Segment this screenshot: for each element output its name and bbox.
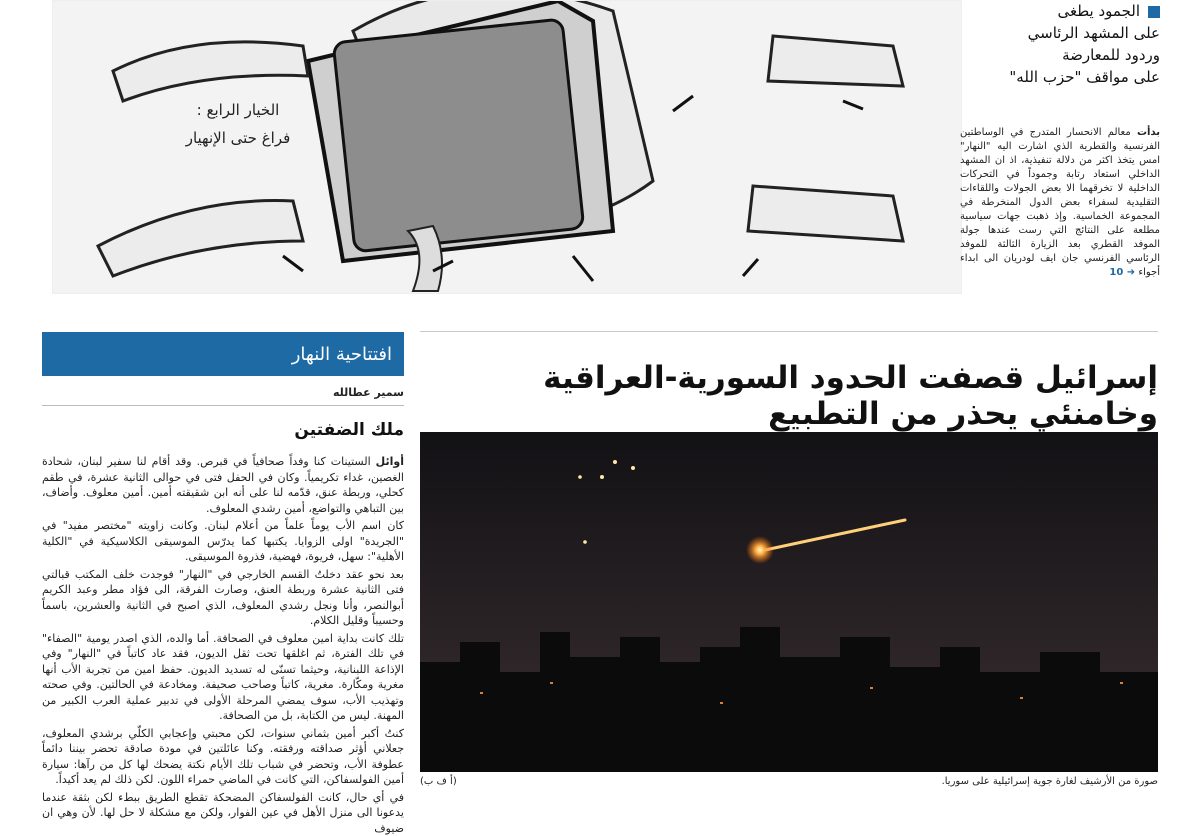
page-reference-number: 10	[1109, 267, 1123, 278]
teaser-line-2: على المشهد الرئاسي	[960, 22, 1160, 44]
square-bullet-icon	[1148, 6, 1160, 18]
editorial-banner-label: افتتاحية النهار	[292, 344, 392, 365]
cartoon-caption-line1: الخيار الرابع :	[163, 96, 313, 124]
editorial-banner[interactable]	[42, 332, 404, 376]
teaser-block[interactable]	[960, 0, 1160, 88]
editorial-column	[42, 332, 404, 800]
photo-credit: (أ ف ب)	[420, 776, 457, 787]
teaser-line-3: وردود للمعارضة	[960, 44, 1160, 66]
lead-text: معالم الانحسار المتدرج في الوساطتين الفرنسية والقطرية الذي اشارت اليه "النهار" امس يتخذ اكثر من دلالة تنفيذية، اذ ان المشهد الداخلي استعاد رتابة وجموداً في التحركات الداخلية لا تخرقهما الا بعض الجولات واللقاءات التقليدية لسفراء بعض الدول المنخرطة في المجموعة الخماسية. وإذ ذهبت جهات سياسية مطلعة على النتائج التي رست عندها جولة الموفد القطري بعد الزيارة الثالثة للموفد الرئاسي الفرنسي جان ايف لودريان الى ابداء أجواء	[960, 127, 1160, 278]
editorial-p2: كان اسم الأب يوماً علماً من أعلام لبنان. وكانت زاويته "مختصر مفيد" في "الجريدة" اولى الزوايا. يكتبها كما يدرّس الموسيقى الكلاسيكية في "الكلية الأهلية": سهل، فريوة، فهضية، فذروة الموسيقى.	[42, 518, 404, 565]
teaser-line-1: الجمود يطغى	[1057, 2, 1140, 20]
cartoon-illustration	[52, 0, 962, 294]
cartoon-caption	[163, 96, 313, 176]
cartoon-caption-line2: فراغ حتى الإنهيار	[163, 124, 313, 152]
photo-caption: صورة من الأرشيف لغارة جوية إسرائيلية على سوريا.	[942, 776, 1158, 787]
editorial-p6: في أي حال، كانت الفولسفاكن المضحكة تقطع الطريق ببطء لكن بثقة عندما يدعونا الى منزل الأهل في عين الفوار، ولكن مع مشكلة لا حل لها. لأن وهي ان ضيوف	[42, 790, 404, 836]
editorial-p1: الستينات كنا وفداً صحافياً في قبرص. وقد أقام لنا سفير لبنان، شحادة الغصين، غداء تكريمياً. وكان في الحفل فتى في حوالى الثانية عشرة، في طقم كحلي، وربطة عنق، قدّمه لنا على أنه ابن شقيقته أمين. أمين معلوف. وأضاف، بين التباهي والتواضع، أمين رشدي المعلوف.	[42, 455, 404, 515]
night-strike-photo	[420, 432, 1158, 772]
section-divider	[420, 331, 1158, 332]
editorial-author[interactable]: سمير عطالله	[42, 386, 404, 406]
editorial-body	[42, 454, 404, 836]
editorial-p3: بعد نحو عقد دخلتُ القسم الخارجي في "النهار" فوجدت خلف المكتب قبالتي فتى الثانية عشرة وربطة العنق، وصارت الفرقة، الى فؤاد مطر وعبد الكريم أبوالنصر، وأنا ونجل رشدي المعلوف، الذي اصبح في الثانية والعشرين، باسماً وحسيباً وقليل الكلام.	[42, 567, 404, 629]
news-photo[interactable]	[420, 432, 1158, 772]
lead-first-word: بدأت	[1137, 127, 1160, 138]
page-reference-link[interactable]: ➜ 10	[1109, 267, 1135, 278]
editorial-p4: تلك كانت بداية امين معلوف في الصحافة. أما والده، الذي اصدر يومية "الصفاء" في تلك الفترة، ثم اغلقها تحت ثقل الديون، فقد عاد كاتباً في "النهار" وفي الإذاعة اللبنانية، وحيثما تسنّى له تسديد الديون. حفظ امين من تجربة الأب أنها مغرية ومكّارة. مغرية، كاتباً وصاحب صحيفة. ومخادعة في الحالتين. وفي صحته وتهذيب الأب، سوف يمضي المرحلة الأولى في تدبير عملية العرب الكبير من المهنة. ليس من الكتابة، بل من الصحافة.	[42, 631, 404, 724]
editorial-p5: كنتُ أكبر أمين بثماني سنوات، لكن محبتي وإعجابي الكلّي برشدي المعلوف، جعلاني أؤثر صداقته ورفقته. وكنا عائلتين في مودة صادقة تحضر بيننا دائماً عطوفة الأب، وتحضر في شباب تلك الأيام نكتة يضحك لها كل من رآها: سيارة أمين الفولسفاكن، التي كانت في الماضي حمراء اللون. لكن ذلك لم يعد أكيداً.	[42, 726, 404, 788]
photo-caption-row	[420, 776, 1158, 787]
editorial-paragraph	[42, 454, 404, 516]
lead-paragraph	[960, 126, 1160, 280]
editorial-title[interactable]: ملك الضفتين	[42, 420, 404, 440]
editorial-first-word: أوائل	[376, 455, 404, 468]
teaser-line	[960, 0, 1160, 22]
main-headline[interactable]: إسرائيل قصفت الحدود السورية-العراقية وخامنئي يحذر من التطبيع	[420, 360, 1158, 432]
teaser-line-4: على مواقف "حزب الله"	[960, 66, 1160, 88]
